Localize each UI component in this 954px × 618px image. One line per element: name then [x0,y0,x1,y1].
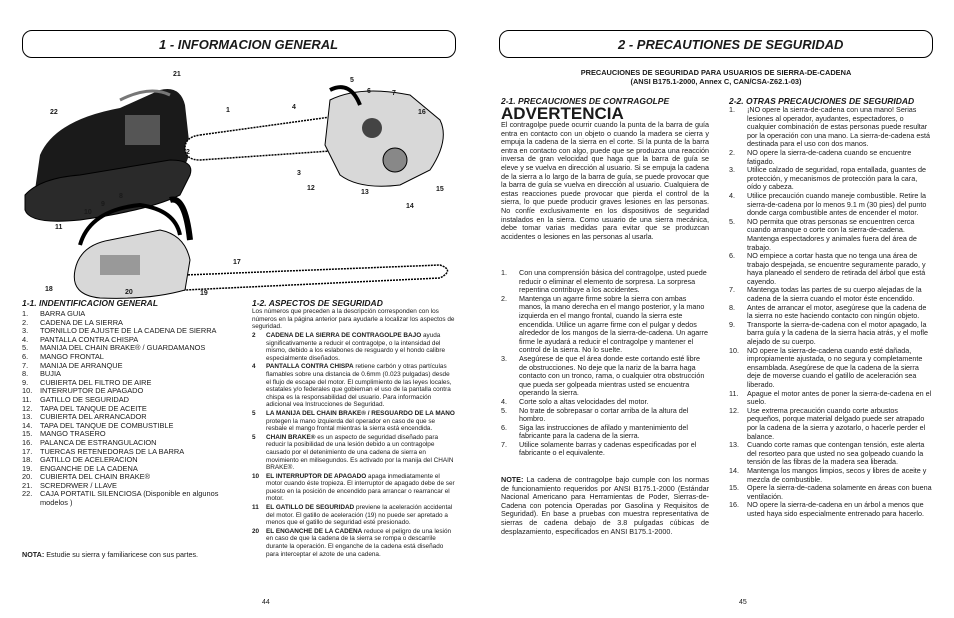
callout-12: 12 [307,185,315,192]
kickback-list-item-number: 3. [501,353,507,363]
precaution-list-item-text: NO empiece a cortar hasta que no tenga una área de trabajo despejada, se encuentre seguramente parado, y haya planeado el sendero de retirada del árbol que está cayendo. [747,251,926,286]
safety-feature-item [252,332,456,362]
kickback-list-item-number: 2. [501,293,507,303]
kickback-list-item-number: 7. [501,439,507,449]
safety-feature-number: 5 [252,409,256,417]
safety-feature-title: EL ENGANCHE DE LA CADENA [266,527,363,535]
precaution-list-item-text: Mantenga todas las partes de su cuerpo alejadas de la cadena de la sierra cuando el motor éste encendido. [747,285,922,304]
kickback-list-item [501,295,709,355]
main-title [499,68,933,86]
parts-list-item-number: 13. [22,412,33,422]
precaution-list-item-number: 8. [729,302,735,312]
parts-list-item-text: CUBIERTA DEL CHAIN BRAKE® [40,472,151,482]
safety-feature-item [252,504,456,527]
parts-list-item-number: 3. [22,326,29,336]
parts-list-item-text: ENGANCHE DE LA CADENA [40,463,138,473]
nota-text: Estudie su sierra y familiaricese con sus partes. [44,550,199,559]
callout-2: 2 [186,149,190,156]
precaution-list-item-text: Apague el motor antes de poner la sierra-de-cadena en el suelo. [747,388,932,407]
precaution-list-item-number: 2. [729,147,735,157]
parts-list-item-text: TORNILLO DE AJUSTE DE LA CADENA DE SIERRA [40,326,217,336]
precaution-list-item-number: 5. [729,216,735,226]
parts-list-item-number: 8. [22,369,29,379]
parts-list-item-text: INTERRUPTOR DE APAGADO [40,386,144,396]
kickback-list-item-text: Corte solo a altas velocidades del motor. [519,396,649,406]
precaution-list-item-text: NO permita que otras personas se encuentren cerca cuando arranque o corte con la sierra-de-cadena. Mantenga espectadores y animales fuera del área de trabajo. [747,216,917,252]
safety-feature-item [252,363,456,409]
safety-feature-text: previene la aceleración accidental del motor. El gatillo de aceleración (19) no puede ser apretado a menos que el gatillo de seguridad esté presionado. [266,504,453,527]
precaution-list-item-text: NO opere la sierra-de-cadena en un árbol a menos que usted haya sido especialmente entrenado para hacerlo. [747,500,925,518]
precaution-list-item [729,321,933,347]
note-label: NOTE: [501,475,524,484]
kickback-paragraph: El contragolpe puede ocurrir cuando la punta de la barra de guía entra en contacto con un objeto o cuando la madera se cierra y empuja la cadena de la sierra en el corte. Si la punta de la barra entra en contacto con algo, puede que se produzca una reacción inversa de gran velocidad que haga que la barra de guía se eleve y se vuelva en dirección al usuario. Si se empuja la cadena de la sierra a lo largo de la barra de guía, se puede provocar que la barra de guía se vuelva en dirección al usuario. Cualquiera de estas reacciones puede provocar que pierda el control de la sierra, lo que puede producir graves lesiones en las personas. No confíe exclusivamente en los dispositivos de seguridad instalados en la sierra. Como usuario de una sierra mecánica, debe tomar varias medidas para evitar que se produzcan accidentes o lesiones en las personas al usarla. [501,120,709,241]
nota-label: NOTA: [22,550,45,559]
safety-feature-title: EL INTERRUPTOR DE APAGADO [266,472,367,480]
safety-feature-title: PANTALLA CONTRA CHISPA [266,363,354,371]
parts-list-item-text: GATILLO DE SEGURIDAD [40,394,129,404]
precaution-list-item [729,149,933,166]
precaution-list-item-number: 4. [729,190,735,200]
safety-features-list [252,332,456,559]
parts-list-item-number: 6. [22,351,29,361]
safety-feature-text: ayuda significativamente a reducir el contragolpe, o la intensidad del mismo, debido a los eslabones de resguardo y el hondo calibre especialmente diseñados. [266,332,446,362]
kickback-list-item [501,424,709,441]
parts-list-item-number: 22. [22,489,33,499]
kickback-list-item-text: Utilice solamente barras y cadenas especificadas por el fabricante o el equivalente. [519,439,697,458]
precaution-list-item-text: Mantenga los mangos limpios, secos y libres de aceite y mezcla de combustible. [747,465,927,484]
precaution-list-item-text: Cuando corte ramas que contengan tensión, este alerta del resorteo para que usted no sea golpeado cuando la tensión de las fibras de la madera sea liberada. [747,440,925,467]
kickback-list-item-text: Siga las instrucciones de afilado y mantenimiento del fabricante para la cadena de la sierra. [519,422,689,441]
parts-list-item-text: MANGO TRASERO [40,429,106,439]
parts-list-item-number: 2. [22,317,29,327]
safety-intro: Los números que preceden a la descripción corresponden con los números en la página anterior para ayudarle a localizar los aspectos de seguridad. [252,308,455,331]
main-title-line-1: PRECAUCIONES DE SEGURIDAD PARA USUARIOS DE SIERRA-DE-CADENA [580,68,852,77]
right-page [477,0,954,618]
parts-list-item-text: SCREDRWER / LLAVE [40,480,117,490]
kickback-list [501,269,709,458]
callout-1: 1 [226,107,230,114]
parts-list-item-number: 16. [22,437,33,447]
safety-feature-title: EL GATILLO DE SEGURIDAD [266,504,355,512]
precaution-list-item-number: 11. [729,388,739,398]
precaution-list-item-text: Antes de arrancar el motor, asegúrese que la cadena de la sierra no este haciendo contacto con ningún objeto. [747,302,927,321]
callout-10: 10 [84,209,92,216]
parts-list-item-number: 15. [22,429,33,439]
callout-15: 15 [436,186,444,193]
parts-list-item-number: 4. [22,334,29,344]
callout-19: 19 [200,290,208,297]
parts-list-item-text: TAPA DEL TANQUE DE COMBUSTIBLE [40,420,174,430]
safety-feature-number: 2 [252,332,256,339]
parts-list-item-number: 19. [22,463,33,473]
parts-list-item-text: BARRA GUIA [40,309,86,318]
precaution-list-item-number: 16. [729,500,739,510]
parts-list-item-number: 10. [22,386,33,396]
parts-list-item-text: BUJIA [40,369,61,379]
kickback-list-item [501,441,709,458]
safety-feature-text: es un aspecto de seguridad diseñado para reducir la posibilidad de una lesión debido a un contragolpe causado por el detenimiento de una cadena de sierra en movimiento en milisegundos. Es activado por la manija del CHAIN BRAKE®. [266,433,454,472]
safety-feature-number: 4 [252,363,256,371]
precaution-list-item-text: Opere la sierra-de-cadena solamente en áreas con buena ventilación. [747,483,932,501]
parts-list-item-number: 5. [22,343,29,353]
header-title: 2 - PRECAUTIONES DE SEGURIDAD [618,37,844,52]
parts-list-item-text: CAJA PORTATIL SILENCIOSA (Disponible en algunos modelos ) [40,489,219,508]
parts-list-item-number: 20. [22,472,33,482]
precaution-list-item-number: 9. [729,319,735,329]
parts-list-item-text: MANIJA DE ARRANQUE [40,360,123,370]
precaution-list-item-number: 15. [729,483,739,493]
kickback-list-item [501,355,709,398]
precaution-list-item-text: NO opere la sierra-de-cadena cuando esté dañada, impropiamente ajustada, o no segura y completamente ensamblada. Asegúrese de que la cadena de la sierra deje de moverse cuando el gatillo de aceleración sea liberado. [747,345,923,389]
precaution-list-item-number: 10. [729,345,739,355]
parts-list-item-number: 17. [22,446,33,456]
safety-feature-number: 11 [252,504,259,512]
chainsaw-top-illustration [185,87,443,186]
parts-list-item-number: 18. [22,455,33,465]
safety-feature-title: CHAIN BRAKE® [266,433,316,441]
chainsaw-bottom-illustration [74,200,447,299]
callout-4: 4 [292,104,296,111]
parts-list-item-text: MANGO FRONTAL [40,351,104,361]
precaution-list-item [729,467,933,484]
precaution-list-item [729,441,933,467]
precaution-list-item-number: 6. [729,251,735,261]
precaution-list-item [729,347,933,390]
parts-list-item-number: 9. [22,377,29,387]
kickback-list-item-text: Con una comprensión básica del contragolpe, usted puede reducir o eliminar el elemento de sorpresa. La sorpresa repentina contribuye a los accidentes. [519,268,707,295]
parts-list-item-text: CUBIERTA DEL ARRANCADOR [40,412,147,422]
parts-note [22,551,252,560]
section-header-safety [499,30,933,58]
callout-3: 3 [297,170,301,177]
precaution-list-item [729,304,933,321]
callout-18: 18 [45,286,53,293]
other-precautions-list [729,106,933,519]
safety-feature-number: 20 [252,527,260,535]
kickback-note [501,476,709,536]
safety-feature-item [252,473,456,503]
kickback-list-item-number: 6. [501,422,507,432]
callout-20: 20 [125,289,133,296]
precaution-list-item-text: NO opere la sierra-de-cadena cuando se encuentre fatigado. [747,147,912,166]
kickback-list-item-text: Mantenga un agarre firme sobre la sierra con ambas manos, la mano derecha en el mango posterior, y la mano izquierda en el mango frontal, cuando la sierra este encendida. Utilice un agarre firme con el pulgar y dedos alrededor de los mangos de la sierra-de-cadena. Un agarre firme le ayudará a reducir el contragolpe y mantener el control de la sierra. No lo suelte. [519,293,708,355]
parts-list [22,310,237,508]
precaution-list-item-number: 1. [729,105,735,114]
callout-5: 5 [350,77,354,84]
kickback-list-item-number: 4. [501,396,507,406]
precaution-list-item [729,390,933,407]
kickback-list-item [501,269,709,295]
callout-7: 7 [392,90,396,97]
parts-list-item-number: 12. [22,403,33,413]
precaution-list-item [729,252,933,286]
parts-list-item-text: CADENA DE LA SIERRA [40,317,123,327]
callout-17: 17 [233,259,241,266]
general-heading: 1-1. INDENTIFICACION GENERAL [22,298,159,308]
parts-list-item-text: TAPA DEL TANQUE DE ACEITE [40,403,147,413]
callout-11: 11 [55,224,63,231]
precaution-list-item-number: 14. [729,465,739,475]
kickback-list-item-text: No trate de sobrepasar o cortar arriba de la altura del hombro. [519,405,689,424]
callout-16: 16 [418,109,426,116]
precaution-list-item-text: Use extrema precaución cuando corte arbustos pequeños, porque material delgado puede ser atrapado por la cadena de la sierra y azotarlo, o hacerle perder el balance. [747,405,926,441]
kickback-list-item [501,407,709,424]
precaution-list-item [729,286,933,303]
precaution-list-item [729,484,933,501]
page-number: 45 [739,599,747,606]
parts-list-item-text: CUBIERTA DEL FILTRO DE AIRE [40,377,152,387]
kickback-list-item-number: 1. [501,268,507,277]
precaution-list-item-text: Transporte la sierra-de-cadena con el motor apagado, la barra guía y la cadena de la sierra hacia atrás, y el mofle alejado de su cuerpo. [747,319,928,347]
safety-feature-item [252,528,456,558]
callout-9: 9 [101,201,105,208]
callout-21: 21 [173,71,181,78]
precaution-list-item [729,218,933,252]
callout-6: 6 [367,88,371,95]
safety-features-heading: 1-2. ASPECTOS DE SEGURIDAD [252,298,383,308]
precaution-list-item [729,407,933,441]
precaution-list-item [729,106,933,149]
main-title-line-2: (ANSI B175.1-2000, Annex C, CAN/CSA-Z62.1-03) [630,77,802,86]
precaution-list-item [729,192,933,218]
chainsaw-parts-illustration [0,60,460,310]
section-header-general [22,30,456,58]
parts-list-item-number: 14. [22,420,33,430]
parts-list-item-number: 1. [22,309,29,318]
safety-feature-item [252,434,456,472]
safety-feature-text: retiene carbón y otras partículas flamables sobre una distancia de 0.6mm (0.023 pulgadas) desde el flujo de escape del motor. El cumplimiento de las leyes locales, estatales y/o federales que gobiernan el uso de la pantalla contra chispa es la responsabilidad del usuario. Para información adicional vea Instrucciones de Seguridad. [266,363,452,409]
parts-list-item-number: 21. [22,480,33,490]
precaution-list-item-text: Utilice calzado de seguridad, ropa entallada, guantes de protección, y mecanismos de protección para la cara, oído y cabeza. [747,165,927,192]
safety-feature-item [252,410,456,433]
safety-feature-text: apaga inmediatamente el motor cuando éste tropieza. El interruptor de apagado debe de ser puesto en la posición de encendido para arrancar o rearrancar el motor. [266,472,455,503]
kickback-list-item-number: 5. [501,405,507,415]
other-precautions-heading: 2-2. OTRAS PRECAUCIONES DE SEGURIDAD [729,96,915,106]
parts-list-item-number: 7. [22,360,29,370]
callout-13: 13 [361,189,369,196]
precaution-list-item-text: ¡NO opere la sierra-de-cadena con una mano! Serias lesiones al operador, ayudantes, espectadores, o cualquier combinación de estas personas puede resultar por la operación con una mano. La sierra-de-cadena está destinada para el uso con dos manos. [747,105,930,149]
safety-feature-text: protegen la mano izquierda del operador en caso de que se resbale el mango frontal mientras la sierra está encendida. [266,417,436,433]
precaution-list-item-number: 3. [729,165,735,175]
callout-8: 8 [119,193,123,200]
kickback-heading: 2-1. PRECAUCIONES DE CONTRAGOLPE [501,96,670,106]
parts-list-item-text: GATILLO DE ACELERACION [40,455,138,465]
safety-feature-number: 10 [252,472,260,480]
parts-list-item-text: PANTALLA CONTRA CHISPA [40,334,139,344]
safety-feature-title: CADENA DE LA SIERRA DE CONTRAGOLPE BAJO [266,332,422,339]
note-text: La cadena de contragolpe bajo cumple con los normas de funcionamiento requeridos por ANSI B175.1-2000 (Estándar Nacional Americano para Herramientas de Poder, Sierras-de-Cadena con potencia Operadas por Gasolina y Requisitos de Seguridad). En base a pruebas con muestra representativa de sierras de cadena debajo de 3.8 pulgadas cúbicas de desplazamiento, especificados en ANSI B175.1-2000. [501,475,709,536]
parts-list-item-text: MANIJA DEL CHAIN BRAKE® / GUARDAMANOS [40,343,206,353]
parts-list-item-text: PALANCA DE ESTRANGULACION [40,437,157,447]
precaution-list-item-text: Utilice precaución cuando maneje combustible. Retire la sierra-de-cadena por lo menos 9.1 m (30 pies) del punto donde carga combustible antes de encender el motor. [747,190,927,218]
precaution-list-item-number: 7. [729,285,735,295]
kickback-list-item-text: Asegúrese de que el área donde este cortando esté libre de obstrucciones. No deje que la nariz de la barra haga contacto con un tronco, rama, o cualquier otra obstrucción que pueda ser golpeada mientras usted se encuentra operando la sierra. [519,353,705,398]
parts-list-item [22,490,237,507]
precaution-list-item [729,501,933,518]
parts-list-item-text: TUERCAS RETENEDORAS DE LA BARRA [40,446,185,456]
header-title: 1 - INFORMACION GENERAL [159,37,339,52]
parts-list-item-number: 11. [22,394,32,404]
safety-feature-title: LA MANIJA DEL CHAIN BRAKE® / RESGUARDO DE LA MANO [266,409,455,417]
precaution-list-item-number: 12. [729,405,739,415]
precaution-list-item-number: 13. [729,440,739,450]
advertencia-label: ADVERTENCIA [501,104,624,123]
page-number: 44 [262,599,270,606]
safety-feature-number: 5 [252,433,256,441]
callout-14: 14 [406,203,414,210]
safety-feature-text: reduce el peligro de una lesión en caso de que la cadena de la sierra se rompa o descarrile durante la operación. El enganche de la cadena está diseñado para interceptar el azote de una cadena. [266,527,452,558]
precaution-list-item [729,166,933,192]
callout-22: 22 [50,109,58,116]
